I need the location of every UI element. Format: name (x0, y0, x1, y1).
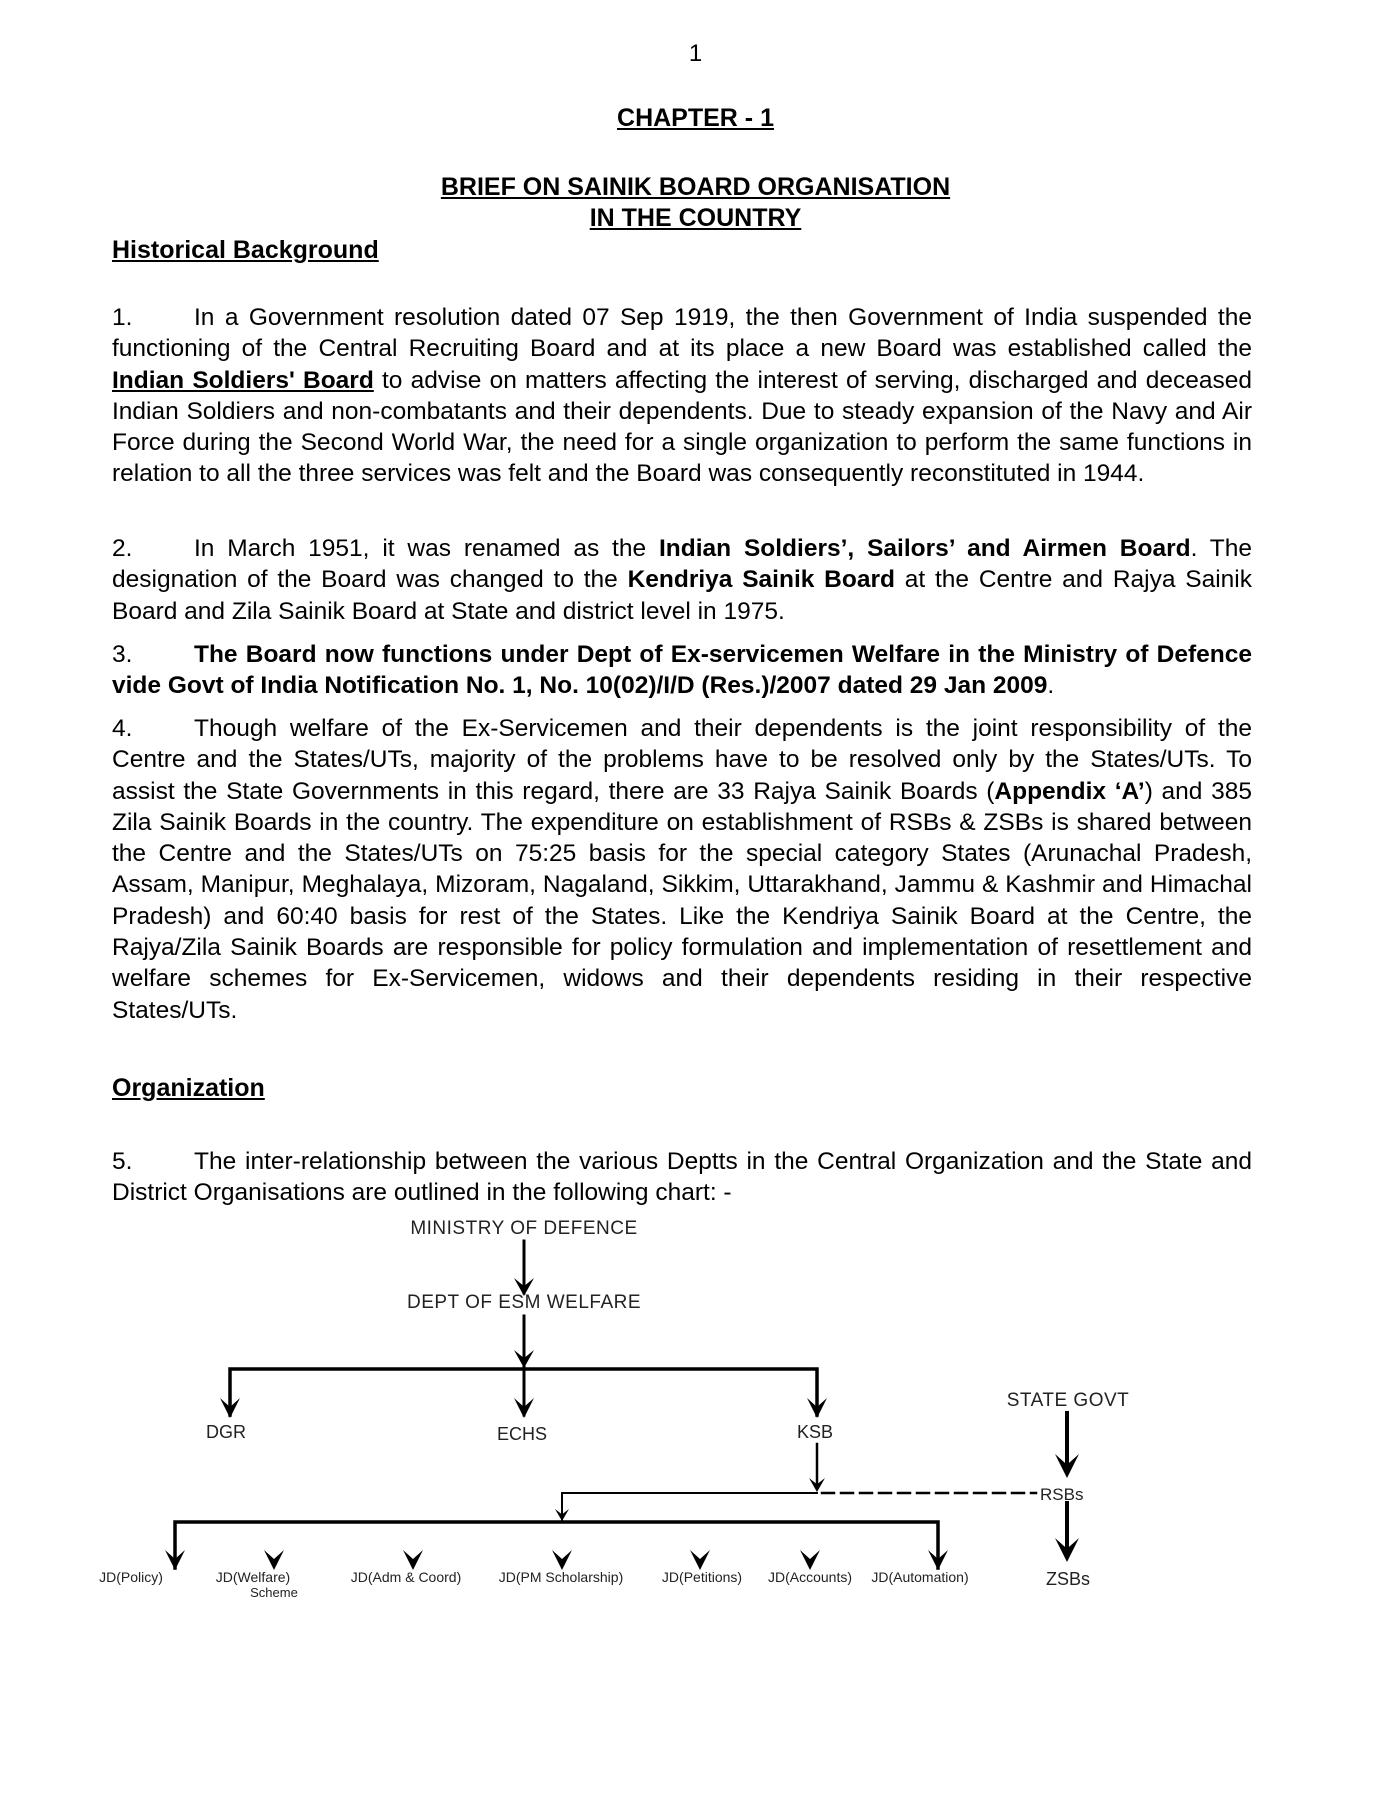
arrowhead-jd-5-icon (690, 1550, 710, 1570)
arrowhead-jd-4-icon (552, 1550, 572, 1570)
arrowhead-jd-6-icon (800, 1550, 820, 1570)
bold-term: Appendix ‘A’ (994, 777, 1145, 805)
paragraph-text: In March 1951, it was renamed as the (194, 535, 659, 562)
node-jd-7: JD(Automation) (871, 1569, 969, 1585)
paragraph-number: 5. (112, 1148, 133, 1175)
paragraph-number: 3. (112, 641, 133, 668)
document-title (0, 172, 1391, 234)
arrowhead-jd-2-icon (264, 1550, 284, 1570)
node-jd-5: JD(Petitions) (661, 1569, 743, 1585)
node-ministry-of-defence: MINISTRY OF DEFENCE (410, 1218, 638, 1239)
node-jd-2: JD(Welfare) (215, 1569, 291, 1585)
bold-statement: The Board now functions under Dept of Ex-servicemen Welfare in the Ministry of Defence vide Govt of India Notification No. 1, No. 10(02)/I/D (Res.)/2007 dated 29 Jan 2009 (112, 641, 1252, 700)
org-chart (0, 1200, 1391, 1600)
paragraph-3 (112, 639, 1252, 702)
node-state-govt: STATE GOVT (1006, 1390, 1130, 1411)
paragraph-text: ) and 385 Zila Sainik Boards in the country. The expenditure on establishment of RSBs & ZSBs is shared between the Centre and the States/UTs on 75:25 basis for the special category States (Arunachal Pradesh, Assam, Manipur, Meghalaya, Mizoram, Nagaland, Sikkim, Uttarakhand, Jammu & Kashmir and Himachal Pradesh) and 60:40 basis for rest of the States. Like the Kendriya Sainik Board at the Centre, the Rajya/Zila Sainik Boards are responsible for policy formulation and implementation of resettlement and welfare schemes for Ex-Servicemen, widows and their dependents residing in their respective States/UTs. (112, 777, 1252, 1024)
paragraph-text: at the Centre and Rajya Sainik Board and Zila Sainik Board at State and district level in 1975. (112, 566, 1252, 625)
paragraph-1 (112, 302, 1252, 490)
title-line-1: BRIEF ON SAINIK BOARD ORGANISATION (440, 173, 951, 201)
paragraph-2 (112, 533, 1252, 627)
paragraph-text: . The designation of the Board was changed to the (112, 535, 1253, 594)
bold-term: Kendriya Sainik Board (627, 566, 895, 594)
paragraph-number: 1. (112, 304, 133, 331)
paragraph-text: In a Government resolution dated 07 Sep 1919, the then Government of India suspended the functioning of the Central Recruiting Board and at its place a new Board was established called the (112, 304, 1252, 363)
node-jd-3: JD(Adm & Coord) (350, 1569, 462, 1585)
section-heading-organization: Organization (112, 1074, 265, 1102)
node-rsbs: RSBs (1040, 1485, 1084, 1504)
node-jd-1: JD(Policy) (99, 1569, 163, 1585)
paragraph-text: Though welfare of the Ex-Servicemen and their dependents is the joint responsibility of the Centre and the States/UTs, majority of the problems have to be resolved only by the States/UTs. To assist the State Governments in this regard, there are 33 Rajya Sainik Boards ( (112, 715, 1252, 805)
paragraph-number: 2. (112, 535, 133, 562)
bold-term: Indian Soldiers' Board (112, 366, 374, 394)
node-dept-of-esm-welfare: DEPT OF ESM WELFARE (406, 1292, 642, 1313)
paragraph-number: 4. (112, 715, 133, 742)
page-number: 1 (688, 40, 703, 67)
node-jd-4: JD(PM Scholarship) (498, 1569, 624, 1585)
jd-bus-line (175, 1522, 938, 1568)
title-line-2: IN THE COUNTRY (589, 204, 802, 232)
chapter-heading: CHAPTER - 1 (617, 104, 774, 132)
arrowhead-jd-3-icon (403, 1550, 423, 1570)
paragraph-text: . (1047, 672, 1055, 700)
node-ksb: KSB (796, 1422, 834, 1442)
node-dgr: DGR (206, 1422, 246, 1442)
node-zsbs: ZSBs (1045, 1569, 1091, 1589)
paragraph-4 (112, 713, 1252, 1026)
ksb-to-jd-connector (562, 1493, 817, 1520)
node-jd-6: JD(Accounts) (767, 1569, 853, 1585)
node-echs: ECHS (496, 1424, 548, 1444)
section-heading-historical-background: Historical Background (112, 236, 379, 264)
bold-term: Indian Soldiers’, Sailors’ and Airmen Board (658, 535, 1191, 562)
paragraph-text: The inter-relationship between the various Deptts in the Central Organization and the State and District Organisations are outlined in the following chart: - (112, 1148, 1252, 1207)
node-jd-welfare-subline: Scheme (250, 1585, 298, 1600)
paragraph-text: to advise on matters affecting the interest of serving, discharged and deceased Indian Soldiers and non-combatants and their dependents. Due to steady expansion of the Navy and Air Force during the Second World War, the need for a single organization to perform the same functions in relation to all the three services was felt and the Board was consequently reconstituted in 1944. (112, 366, 1252, 488)
